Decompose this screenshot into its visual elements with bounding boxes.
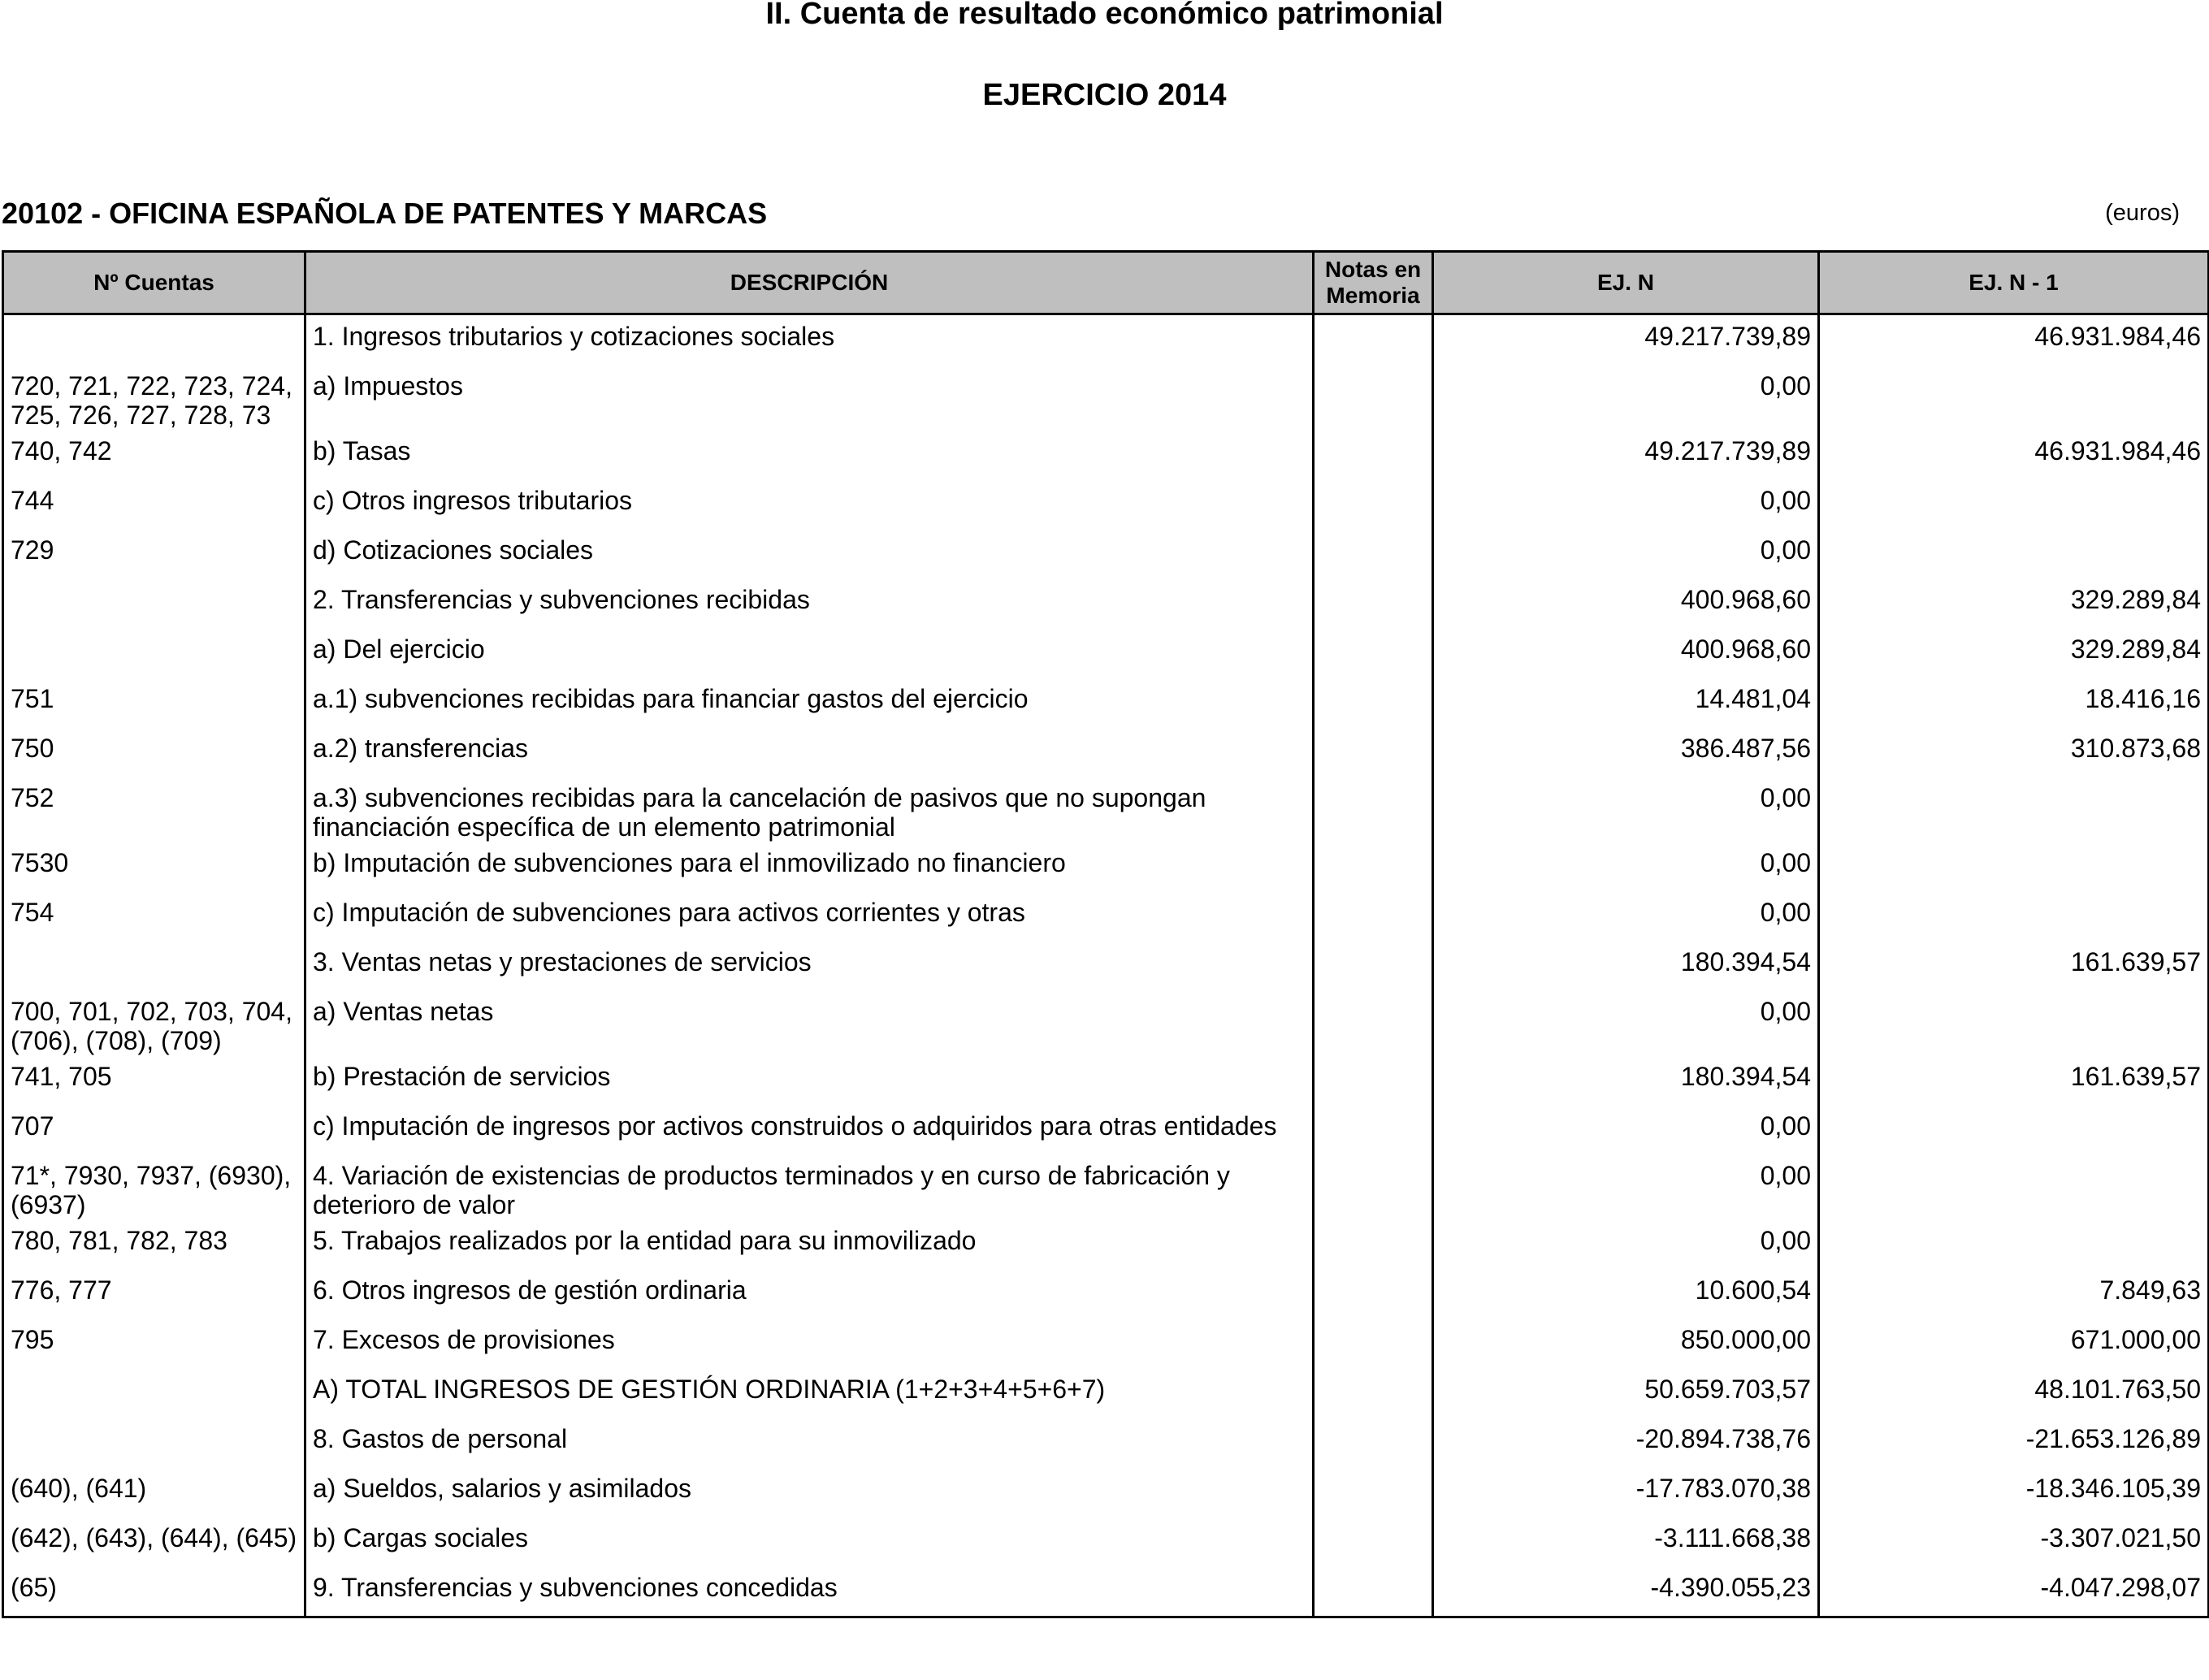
cell-ej-n-1: 46.931.984,46 bbox=[1819, 430, 2209, 479]
cell-ej-n-1: 18.416,16 bbox=[1819, 678, 2209, 727]
cell-descripcion: a) Ventas netas bbox=[305, 990, 1314, 1055]
table-row bbox=[3, 365, 2209, 430]
cell-ej-n-1: 46.931.984,46 bbox=[1819, 314, 2209, 366]
cell-ej-n-1 bbox=[1819, 842, 2209, 891]
cell-ej-n-1 bbox=[1819, 1219, 2209, 1269]
cell-notas bbox=[1314, 1105, 1433, 1154]
cell-cuentas bbox=[3, 941, 305, 990]
column-header-cuentas: Nº Cuentas bbox=[3, 252, 305, 314]
cell-ej-n-1: 161.639,57 bbox=[1819, 941, 2209, 990]
cell-ej-n-1: 48.101.763,50 bbox=[1819, 1368, 2209, 1418]
cell-descripcion: a.2) transferencias bbox=[305, 727, 1314, 777]
table-row bbox=[3, 941, 2209, 990]
table-row bbox=[3, 578, 2209, 628]
cell-descripcion: 7. Excesos de provisiones bbox=[305, 1318, 1314, 1368]
cell-ej-n: 0,00 bbox=[1433, 529, 1819, 578]
cell-descripcion: 1. Ingresos tributarios y cotizaciones sociales bbox=[305, 314, 1314, 366]
cell-ej-n-1 bbox=[1819, 365, 2209, 430]
table-body bbox=[3, 314, 2209, 1617]
cell-ej-n-1 bbox=[1819, 777, 2209, 842]
cell-notas bbox=[1314, 628, 1433, 678]
cell-cuentas bbox=[3, 578, 305, 628]
table-row bbox=[3, 479, 2209, 529]
cell-ej-n: 0,00 bbox=[1433, 479, 1819, 529]
cell-ej-n: 180.394,54 bbox=[1433, 1055, 1819, 1105]
cell-descripcion: a.1) subvenciones recibidas para financiar gastos del ejercicio bbox=[305, 678, 1314, 727]
cell-notas bbox=[1314, 1318, 1433, 1368]
cell-ej-n: 180.394,54 bbox=[1433, 941, 1819, 990]
cell-cuentas: 707 bbox=[3, 1105, 305, 1154]
cell-notas bbox=[1314, 1368, 1433, 1418]
cell-notas bbox=[1314, 678, 1433, 727]
column-header-ej-n: EJ. N bbox=[1433, 252, 1819, 314]
cell-cuentas: 729 bbox=[3, 529, 305, 578]
cell-notas bbox=[1314, 891, 1433, 941]
cell-notas bbox=[1314, 1269, 1433, 1318]
cell-notas bbox=[1314, 479, 1433, 529]
results-table bbox=[2, 250, 2209, 1618]
cell-descripcion: 6. Otros ingresos de gestión ordinaria bbox=[305, 1269, 1314, 1318]
units-label: (euros) bbox=[2105, 200, 2180, 226]
page-title: II. Cuenta de resultado económico patrimonial bbox=[765, 0, 1444, 31]
cell-descripcion: b) Prestación de servicios bbox=[305, 1055, 1314, 1105]
table-row bbox=[3, 842, 2209, 891]
cell-descripcion: A) TOTAL INGRESOS DE GESTIÓN ORDINARIA (1+2+3+4+5+6+7) bbox=[305, 1368, 1314, 1418]
table-row bbox=[3, 1467, 2209, 1517]
entity-name: 20102 - OFICINA ESPAÑOLA DE PATENTES Y MARCAS bbox=[2, 197, 768, 230]
cell-ej-n-1: 310.873,68 bbox=[1819, 727, 2209, 777]
cell-descripcion: b) Tasas bbox=[305, 430, 1314, 479]
cell-ej-n-1 bbox=[1819, 891, 2209, 941]
cell-notas bbox=[1314, 430, 1433, 479]
table-row bbox=[3, 314, 2209, 366]
cell-cuentas: 754 bbox=[3, 891, 305, 941]
cell-ej-n-1 bbox=[1819, 479, 2209, 529]
cell-notas bbox=[1314, 842, 1433, 891]
cell-descripcion: 8. Gastos de personal bbox=[305, 1418, 1314, 1467]
table-row bbox=[3, 990, 2209, 1055]
cell-cuentas: 71*, 7930, 7937, (6930), (6937) bbox=[3, 1154, 305, 1219]
cell-notas bbox=[1314, 1566, 1433, 1617]
cell-ej-n-1: -18.346.105,39 bbox=[1819, 1467, 2209, 1517]
cell-descripcion: a) Del ejercicio bbox=[305, 628, 1314, 678]
cell-ej-n: 0,00 bbox=[1433, 365, 1819, 430]
cell-cuentas: (642), (643), (644), (645) bbox=[3, 1517, 305, 1566]
cell-ej-n: 0,00 bbox=[1433, 1154, 1819, 1219]
cell-cuentas: 751 bbox=[3, 678, 305, 727]
cell-ej-n: 0,00 bbox=[1433, 1219, 1819, 1269]
cell-ej-n-1: -4.047.298,07 bbox=[1819, 1566, 2209, 1617]
cell-descripcion: a.3) subvenciones recibidas para la cancelación de pasivos que no supongan financiación específica de un elemento patrimonial bbox=[305, 777, 1314, 842]
table-row bbox=[3, 1517, 2209, 1566]
cell-cuentas: 744 bbox=[3, 479, 305, 529]
table-row bbox=[3, 1269, 2209, 1318]
cell-descripcion: b) Imputación de subvenciones para el inmovilizado no financiero bbox=[305, 842, 1314, 891]
cell-ej-n: -20.894.738,76 bbox=[1433, 1418, 1819, 1467]
cell-notas bbox=[1314, 578, 1433, 628]
cell-notas bbox=[1314, 941, 1433, 990]
cell-ej-n-1: -3.307.021,50 bbox=[1819, 1517, 2209, 1566]
cell-ej-n: -3.111.668,38 bbox=[1433, 1517, 1819, 1566]
cell-cuentas: (640), (641) bbox=[3, 1467, 305, 1517]
column-header-ej-n-1: EJ. N - 1 bbox=[1819, 252, 2209, 314]
table-row bbox=[3, 1105, 2209, 1154]
table-row bbox=[3, 1566, 2209, 1617]
cell-ej-n-1 bbox=[1819, 1105, 2209, 1154]
cell-ej-n: 400.968,60 bbox=[1433, 578, 1819, 628]
cell-notas bbox=[1314, 1055, 1433, 1105]
cell-notas bbox=[1314, 1517, 1433, 1566]
cell-cuentas: 720, 721, 722, 723, 724, 725, 726, 727, 728, 73 bbox=[3, 365, 305, 430]
cell-ej-n: 0,00 bbox=[1433, 842, 1819, 891]
table-row bbox=[3, 1055, 2209, 1105]
cell-ej-n-1 bbox=[1819, 990, 2209, 1055]
cell-ej-n-1 bbox=[1819, 1154, 2209, 1219]
cell-cuentas: 741, 705 bbox=[3, 1055, 305, 1105]
cell-ej-n: 386.487,56 bbox=[1433, 727, 1819, 777]
cell-cuentas: 750 bbox=[3, 727, 305, 777]
cell-ej-n-1: 7.849,63 bbox=[1819, 1269, 2209, 1318]
cell-ej-n: 400.968,60 bbox=[1433, 628, 1819, 678]
cell-descripcion: c) Otros ingresos tributarios bbox=[305, 479, 1314, 529]
table-row bbox=[3, 678, 2209, 727]
cell-ej-n: -4.390.055,23 bbox=[1433, 1566, 1819, 1617]
cell-ej-n: -17.783.070,38 bbox=[1433, 1467, 1819, 1517]
table-row bbox=[3, 628, 2209, 678]
column-header-descripcion: DESCRIPCIÓN bbox=[305, 252, 1314, 314]
cell-ej-n-1: 161.639,57 bbox=[1819, 1055, 2209, 1105]
cell-cuentas bbox=[3, 1418, 305, 1467]
cell-ej-n-1: 329.289,84 bbox=[1819, 628, 2209, 678]
table-row bbox=[3, 529, 2209, 578]
cell-cuentas: (65) bbox=[3, 1566, 305, 1617]
cell-notas bbox=[1314, 1418, 1433, 1467]
cell-ej-n: 49.217.739,89 bbox=[1433, 430, 1819, 479]
cell-notas bbox=[1314, 990, 1433, 1055]
cell-cuentas: 740, 742 bbox=[3, 430, 305, 479]
cell-ej-n: 850.000,00 bbox=[1433, 1318, 1819, 1368]
cell-ej-n: 49.217.739,89 bbox=[1433, 314, 1819, 366]
column-header-notas: Notas en Memoria bbox=[1314, 252, 1433, 314]
cell-cuentas: 780, 781, 782, 783 bbox=[3, 1219, 305, 1269]
cell-ej-n: 0,00 bbox=[1433, 1105, 1819, 1154]
cell-descripcion: c) Imputación de subvenciones para activos corrientes y otras bbox=[305, 891, 1314, 941]
cell-cuentas bbox=[3, 1368, 305, 1418]
cell-descripcion: 5. Trabajos realizados por la entidad para su inmovilizado bbox=[305, 1219, 1314, 1269]
cell-ej-n: 10.600,54 bbox=[1433, 1269, 1819, 1318]
table-row bbox=[3, 1154, 2209, 1219]
cell-ej-n-1 bbox=[1819, 529, 2209, 578]
cell-cuentas: 7530 bbox=[3, 842, 305, 891]
cell-descripcion: 4. Variación de existencias de productos terminados y en curso de fabricación y deterioro de valor bbox=[305, 1154, 1314, 1219]
cell-ej-n-1: -21.653.126,89 bbox=[1819, 1418, 2209, 1467]
page-subtitle: EJERCICIO 2014 bbox=[982, 78, 1227, 112]
cell-cuentas bbox=[3, 628, 305, 678]
cell-ej-n: 0,00 bbox=[1433, 990, 1819, 1055]
cell-notas bbox=[1314, 777, 1433, 842]
cell-notas bbox=[1314, 529, 1433, 578]
cell-descripcion: d) Cotizaciones sociales bbox=[305, 529, 1314, 578]
cell-ej-n: 50.659.703,57 bbox=[1433, 1368, 1819, 1418]
table-row bbox=[3, 891, 2209, 941]
cell-descripcion: 9. Transferencias y subvenciones concedidas bbox=[305, 1566, 1314, 1617]
cell-ej-n: 0,00 bbox=[1433, 777, 1819, 842]
cell-descripcion: 3. Ventas netas y prestaciones de servicios bbox=[305, 941, 1314, 990]
cell-ej-n: 14.481,04 bbox=[1433, 678, 1819, 727]
cell-notas bbox=[1314, 1154, 1433, 1219]
cell-ej-n: 0,00 bbox=[1433, 891, 1819, 941]
table-row bbox=[3, 1368, 2209, 1418]
cell-descripcion: b) Cargas sociales bbox=[305, 1517, 1314, 1566]
cell-ej-n-1: 671.000,00 bbox=[1819, 1318, 2209, 1368]
table-row bbox=[3, 430, 2209, 479]
cell-cuentas: 752 bbox=[3, 777, 305, 842]
table-row bbox=[3, 1318, 2209, 1368]
table-row bbox=[3, 777, 2209, 842]
table-header-row bbox=[3, 252, 2209, 314]
cell-cuentas: 776, 777 bbox=[3, 1269, 305, 1318]
cell-notas bbox=[1314, 314, 1433, 366]
cell-notas bbox=[1314, 727, 1433, 777]
cell-notas bbox=[1314, 365, 1433, 430]
cell-cuentas: 795 bbox=[3, 1318, 305, 1368]
table-row bbox=[3, 727, 2209, 777]
cell-ej-n-1: 329.289,84 bbox=[1819, 578, 2209, 628]
table-row bbox=[3, 1219, 2209, 1269]
cell-cuentas bbox=[3, 314, 305, 366]
cell-cuentas: 700, 701, 702, 703, 704, (706), (708), (709) bbox=[3, 990, 305, 1055]
cell-descripcion: c) Imputación de ingresos por activos construidos o adquiridos para otras entidades bbox=[305, 1105, 1314, 1154]
cell-notas bbox=[1314, 1219, 1433, 1269]
cell-descripcion: 2. Transferencias y subvenciones recibidas bbox=[305, 578, 1314, 628]
cell-descripcion: a) Impuestos bbox=[305, 365, 1314, 430]
cell-notas bbox=[1314, 1467, 1433, 1517]
table-row bbox=[3, 1418, 2209, 1467]
cell-descripcion: a) Sueldos, salarios y asimilados bbox=[305, 1467, 1314, 1517]
